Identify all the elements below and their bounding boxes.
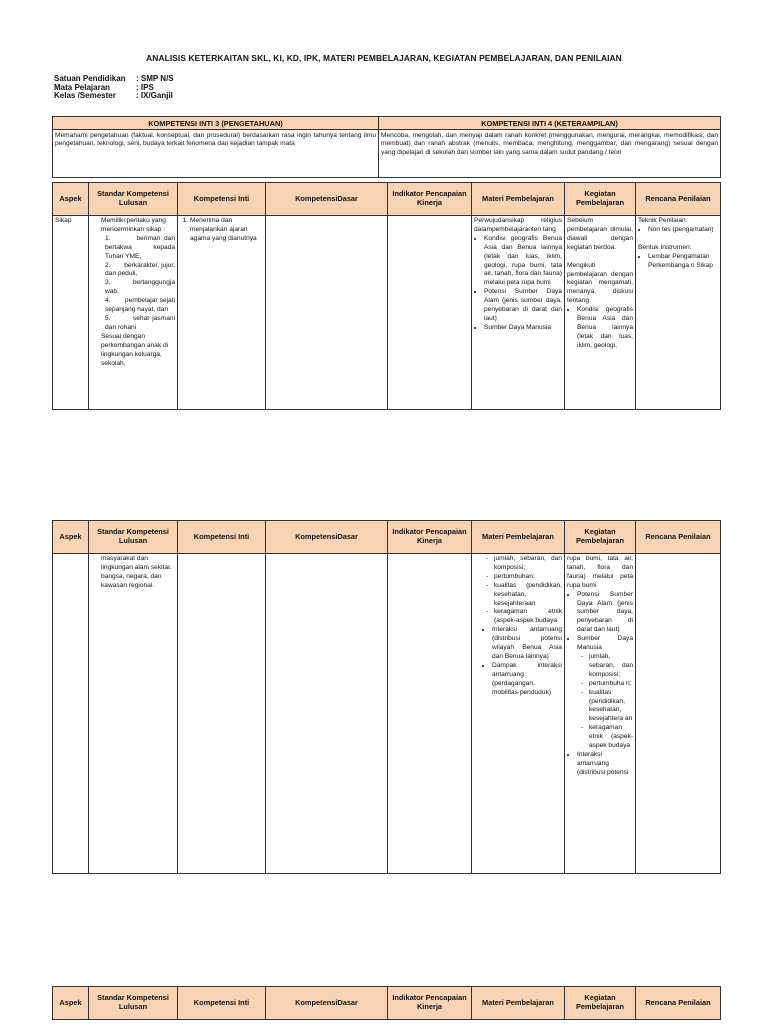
table-header-row: [53, 521, 721, 554]
ki3-text: Memahami pengetahuan (faktual, konseptual, dan prosedural) berdasarkan rasa ingin tahunya tentang ilmu pengetahuan, teknologi, seni, budaya terkait fenomena dan kejadian tampak mata: [53, 130, 379, 178]
header-ipk: Indikator Pencapaian Kinerja: [388, 987, 472, 1020]
kegiatan-item: • Sumber Daya Manusia: [577, 635, 633, 653]
penilaian-item: • Non tes (pengamatan): [648, 226, 718, 235]
analysis-table-1: [52, 182, 721, 410]
info-label: Satuan Pendidikan: [54, 74, 126, 83]
cell-skl: [89, 554, 178, 874]
kegiatan-text: rupa bumi, tata air, tanah, flora dan fauna) melalui peta rupa bumi: [567, 555, 633, 589]
kegiatan-item: • Interaksi antarruang (distribusi potensi: [577, 751, 633, 778]
skl-tail: Sesuai dengan perkembangan anak di lingkungan keluarga, sekolah,: [101, 332, 169, 367]
header-penilaian: Rencana Penilaian: [636, 183, 721, 216]
document-info: [54, 75, 174, 101]
materi-intro: Perwujudansikap religius dalampembelajaranten tang: [474, 217, 562, 233]
header-ipk: Indikator Pencapaian Kinerja: [388, 521, 472, 554]
cell-ki: [178, 216, 266, 410]
info-row-kelas: [54, 92, 174, 101]
cell-kd: [266, 554, 388, 874]
ki4-header: KOMPETENSI INTI 4 (KETERAMPILAN): [379, 117, 721, 130]
info-value: : IPS: [136, 82, 154, 92]
cell-ipk: [388, 554, 472, 874]
cell-materi: [472, 554, 565, 874]
ki4-text: Mencoba, mengolah, dan menyaji dalam ranah konkret (menggunakan, mengurai, merangkai, memodifikasi, dan membuat) dan ranah abstrak (menulis, membaca, menghitung, menggambar, dan mengarang) sesuai dengan yang dipelajari di sekolah dan sumber lain yang sama dalam sudut pandang / teori: [379, 130, 721, 178]
skl-intro: Memiliki perilaku yang mencerminkan sikap :: [101, 217, 166, 233]
cell-kegiatan: [565, 216, 636, 410]
table-header-row: [53, 987, 721, 1020]
skl-item: 1. beriman dan bertakwa kepada Tuhan YME,: [105, 234, 175, 260]
cell-ipk: [388, 216, 472, 410]
cell-materi: [472, 216, 565, 410]
header-kd: KompetensiDasar: [266, 987, 388, 1020]
header-aspek: Aspek: [53, 987, 89, 1020]
header-kd: KompetensiDasar: [266, 183, 388, 216]
header-materi: Materi Pembelajaran: [472, 521, 565, 554]
info-value: : SMP N/S: [136, 74, 174, 83]
skl-text: masyarakat dan lingkungan alam sekitar, bangsa, negara, dan kawasan regional.: [101, 555, 172, 589]
penilaian-item: • Lembar Pengamatan Perkembanga n Sikap: [648, 253, 718, 271]
cell-penilaian: [636, 554, 721, 874]
materi-subitem: - kualitas (pendidikan, kesehatan, kesejahteraan: [494, 582, 562, 609]
skl-item: 5. sehat jasmani dan rohani: [105, 314, 175, 331]
header-kegiatan: Kegiatan Pembelajaran: [565, 987, 636, 1020]
info-label: Mata Pelajaran: [54, 82, 111, 92]
aspek-text: Sikap: [55, 217, 72, 224]
skl-item: 3. bertanggungja wab,: [105, 279, 175, 296]
ki3-header: KOMPETENSI INTI 3 (PENGETAHUAN): [53, 117, 379, 130]
penilaian-text: Bentuk Instrumen:: [638, 243, 692, 251]
materi-subitem: - pertumbuhan;: [494, 573, 562, 582]
table-row: [53, 216, 721, 410]
materi-subitem: - jumlah, sebaran, dan komposisi;: [494, 555, 562, 573]
cell-ki: [178, 554, 266, 874]
skl-item: 2. berkarakter, jujur, dan peduli,: [105, 261, 175, 278]
kegiatan-item: • Kondisi geografis Benua Asia dan Benua lainnya (letak dan luas, iklim, geologi,: [577, 306, 633, 351]
kegiatan-subitem: - kualitas (pendidikan, kesehatan, kesejahtera an: [589, 689, 633, 725]
skl-item: 4. pembelajar sejati sepanjang hayat, dan: [105, 297, 175, 314]
info-label: Kelas /Semester: [54, 91, 116, 101]
materi-item: • Interaksi antarruang (distribusi potensi wilayah Benua Asia dan Benua lainnya): [492, 626, 562, 662]
cell-skl: [89, 216, 178, 410]
header-aspek: Aspek: [53, 521, 89, 554]
header-ki: Kompetensi Inti: [178, 183, 266, 216]
kegiatan-subitem: - jumlah, sebaran, dan komposisi;: [589, 653, 633, 680]
cell-penilaian: [636, 216, 721, 410]
header-skl: Standar Kompetensi Lulusan: [89, 987, 178, 1020]
header-ki: Kompetensi Inti: [178, 987, 266, 1020]
header-kegiatan: Kegiatan Pembelajaran: [565, 183, 636, 216]
header-kegiatan: Kegiatan Pembelajaran: [565, 521, 636, 554]
cell-kd: [266, 216, 388, 410]
header-materi: Materi Pembelajaran: [472, 987, 565, 1020]
kegiatan-text: Sebelum pembelajaran dimulai, diawali dengan kegiatan berdoa.: [567, 217, 633, 251]
info-value: : IX/Ganjil: [136, 91, 173, 101]
materi-item: • Dampak interaksi antarruang (perdagangan, mobilitas penduduk): [492, 662, 562, 698]
kegiatan-subitem: - pertumbuha n;: [589, 680, 633, 689]
cell-kegiatan: [565, 554, 636, 874]
header-penilaian: Rencana Penilaian: [636, 987, 721, 1020]
materi-item: • Sumber Daya Manusia: [484, 324, 562, 333]
header-materi: Materi Pembelajaran: [472, 183, 565, 216]
materi-item: • Potensi Sumber Daya Alam (jenis sumber daya, penyebaran di darat dan laut): [484, 288, 562, 324]
kegiatan-subitem: - keragaman etnik (aspek-aspek budaya: [589, 724, 633, 751]
header-skl: Standar Kompetensi Lulusan: [89, 183, 178, 216]
kegiatan-text: Mengikuti pembelajaran dengan kegiatan mengamati, menanya, diskusi tentang: [567, 261, 633, 305]
analysis-table-3: [52, 986, 721, 1020]
document-title: ANALISIS KETERKAITAN SKL, KI, KD, IPK, MATERI PEMBELAJARAN, KEGIATAN PEMBELAJARAN, DAN PENILAIAN: [146, 53, 622, 63]
kompetensi-inti-table: [52, 116, 721, 178]
materi-item: • Kondisi geografis Benua Asia dan Benua lainnya (letak dan luas, iklim, geologi, rupa bumi, tata air, tanah, flora dan fauna) melalui peta rupa bumi: [484, 235, 562, 288]
analysis-table-2: [52, 520, 721, 874]
kegiatan-item: • Potensi Sumber Daya Alam (jenis sumber daya, penyebaran di darat dan laut): [577, 591, 633, 636]
header-penilaian: Rencana Penilaian: [636, 521, 721, 554]
table-header-row: [53, 183, 721, 216]
table-row: [53, 554, 721, 874]
header-kd: KompetensiDasar: [266, 521, 388, 554]
header-aspek: Aspek: [53, 183, 89, 216]
cell-aspek: [53, 554, 89, 874]
penilaian-text: Teknik Penilaian:: [638, 217, 688, 224]
header-skl: Standar Kompetensi Lulusan: [89, 521, 178, 554]
materi-subitem: - keragaman etnik (aspek-aspek budaya: [494, 608, 562, 626]
header-ipk: Indikator Pencapaian Kinerja: [388, 183, 472, 216]
cell-aspek: [53, 216, 89, 410]
header-ki: Kompetensi Inti: [178, 521, 266, 554]
ki-item: 1. Menerima dan menjalankan ajaran agama yang dianutnya: [190, 217, 263, 244]
